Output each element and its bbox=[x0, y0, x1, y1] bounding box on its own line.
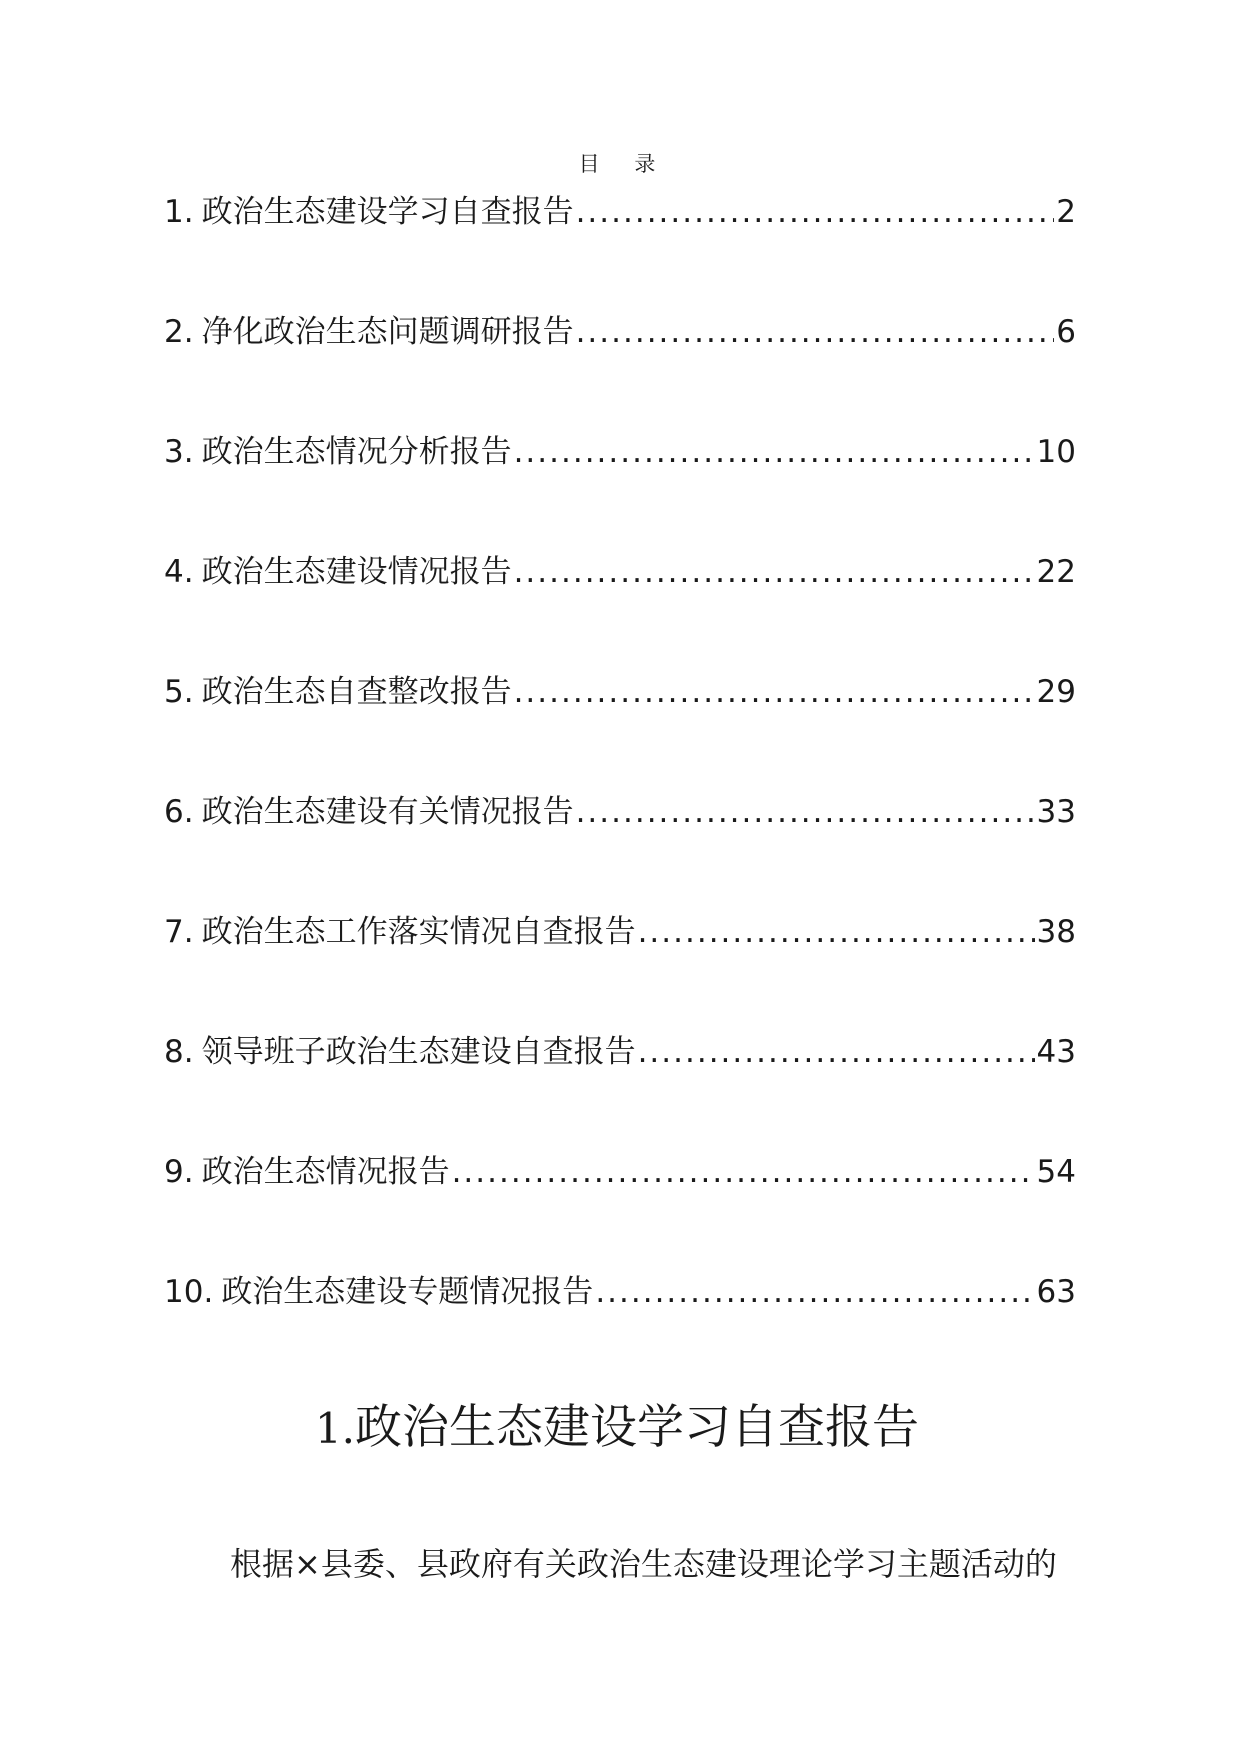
toc-entry-number: 3. bbox=[164, 434, 194, 470]
toc-dot-leader bbox=[452, 1148, 1035, 1196]
toc-entry[interactable] bbox=[164, 188, 1076, 308]
toc-entry-number: 4. bbox=[164, 554, 194, 590]
toc-entry-title: 政治生态工作落实情况自查报告 bbox=[201, 914, 636, 950]
toc-entry-page: 43 bbox=[1036, 1034, 1076, 1070]
toc-dot-leader bbox=[638, 1028, 1035, 1076]
toc-entry-page: 29 bbox=[1036, 674, 1076, 710]
toc-entry[interactable] bbox=[164, 428, 1076, 548]
toc-entry-page: 2 bbox=[1056, 194, 1076, 230]
toc-dot-leader bbox=[638, 908, 1035, 956]
toc-entry-title: 政治生态情况报告 bbox=[201, 1154, 450, 1190]
toc-entry-number: 1. bbox=[164, 194, 194, 230]
toc-entry-page: 33 bbox=[1036, 794, 1076, 830]
toc-entry[interactable] bbox=[164, 1268, 1076, 1388]
table-of-contents bbox=[164, 188, 1076, 1388]
toc-entry-title: 政治生态自查整改报告 bbox=[201, 674, 512, 710]
toc-entry-title: 政治生态建设情况报告 bbox=[201, 554, 512, 590]
toc-entry-title: 政治生态建设学习自查报告 bbox=[201, 194, 574, 230]
toc-entry[interactable] bbox=[164, 788, 1076, 908]
toc-entry-title: 政治生态情况分析报告 bbox=[201, 434, 512, 470]
toc-entry-number: 10. bbox=[164, 1274, 214, 1310]
toc-dot-leader bbox=[576, 308, 1055, 356]
toc-entry-title: 政治生态建设有关情况报告 bbox=[201, 794, 574, 830]
toc-entry-page: 54 bbox=[1036, 1154, 1076, 1190]
toc-entry[interactable] bbox=[164, 548, 1076, 668]
toc-entry[interactable] bbox=[164, 1148, 1076, 1268]
toc-entry-number: 6. bbox=[164, 794, 194, 830]
toc-entry-number: 2. bbox=[164, 314, 194, 350]
toc-dot-leader bbox=[576, 188, 1055, 236]
toc-entry[interactable] bbox=[164, 308, 1076, 428]
section-heading bbox=[0, 1398, 1234, 1459]
toc-entry-page: 6 bbox=[1056, 314, 1076, 350]
toc-entry-number: 9. bbox=[164, 1154, 194, 1190]
toc-title: 目 录 bbox=[578, 152, 670, 176]
toc-entry-title: 领导班子政治生态建设自查报告 bbox=[201, 1034, 636, 1070]
toc-dot-leader bbox=[514, 548, 1035, 596]
toc-dot-leader bbox=[514, 668, 1035, 716]
body-paragraph: 根据×县委、县政府有关政治生态建设理论学习主题活动的 bbox=[230, 1545, 1057, 1583]
toc-entry-page: 38 bbox=[1036, 914, 1076, 950]
toc-dot-leader bbox=[595, 1268, 1034, 1316]
toc-entry-number: 8. bbox=[164, 1034, 194, 1070]
toc-entry-number: 5. bbox=[164, 674, 194, 710]
toc-dot-leader bbox=[514, 428, 1035, 476]
toc-entry[interactable] bbox=[164, 668, 1076, 788]
toc-entry[interactable] bbox=[164, 1028, 1076, 1148]
section-heading-number: 1. bbox=[314, 1404, 356, 1453]
toc-entry-title: 净化政治生态问题调研报告 bbox=[201, 314, 574, 350]
section-heading-title: 政治生态建设学习自查报告 bbox=[355, 1400, 920, 1455]
toc-entry-number: 7. bbox=[164, 914, 194, 950]
toc-entry-page: 10 bbox=[1036, 434, 1076, 470]
toc-entry[interactable] bbox=[164, 908, 1076, 1028]
toc-dot-leader bbox=[576, 788, 1035, 836]
toc-entry-title: 政治生态建设专题情况报告 bbox=[221, 1274, 594, 1310]
toc-entry-page: 22 bbox=[1036, 554, 1076, 590]
toc-entry-page: 63 bbox=[1036, 1274, 1076, 1310]
